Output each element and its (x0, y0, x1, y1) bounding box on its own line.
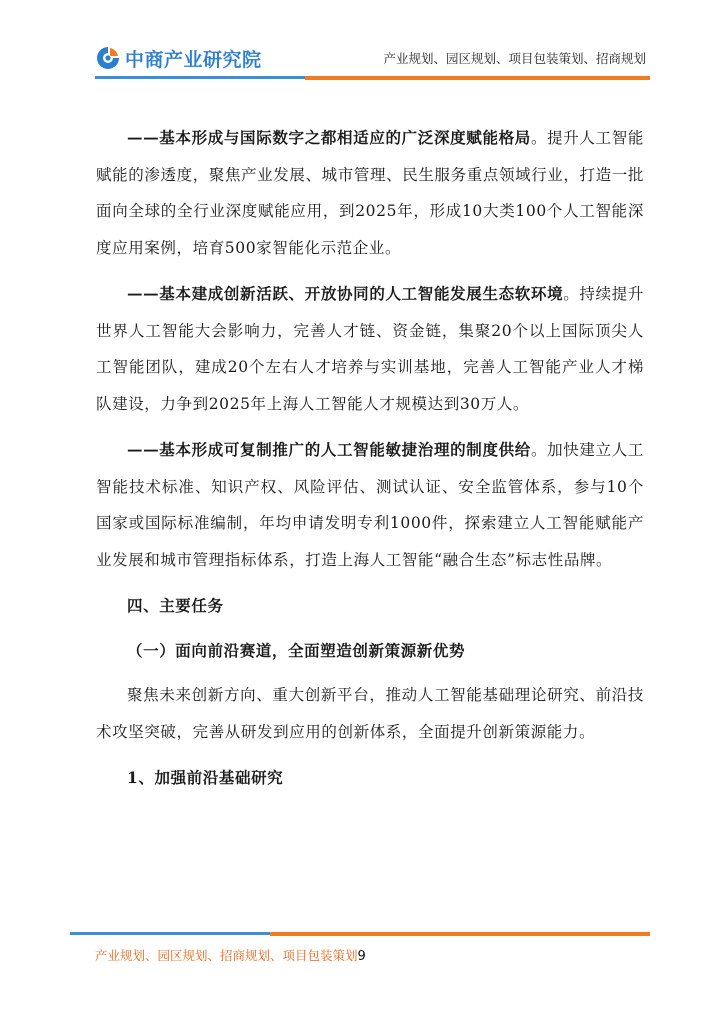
paragraph-goal-1-text: 。提升人工智能赋能的渗透度，聚焦产业发展、城市管理、民生服务重点领域行业，打造一批面向全球的全行业深度赋能应用，到2025年，形成10大类100个人工智能深度应用案例，培育500家智能化示范企业。 (96, 129, 644, 257)
footer-divider-blue (70, 932, 270, 935)
company-logo (95, 44, 262, 72)
item-heading: 1、加强前沿基础研究 (127, 768, 284, 787)
paragraph-goal-2 (96, 276, 644, 422)
page-footer (95, 946, 366, 964)
document-body (96, 120, 644, 805)
section-heading: 四、主要任务 (127, 596, 224, 615)
paragraph-goal-1-lead: ——基本形成与国际数字之都相适应的广泛深度赋能格局 (127, 128, 531, 147)
paragraph-goal-3-lead: ——基本形成可复制推广的人工智能敏捷治理的制度供给 (127, 440, 531, 459)
footer-slogan: 产业规划、园区规划、招商规划、项目包装策划 (95, 948, 358, 963)
paragraph-task-intro: 聚焦未来创新方向、重大创新平台，推动人工智能基础理论研究、前沿技术攻坚突破，完善从研发到应用的创新体系，全面提升创新策源能力。 (96, 686, 644, 741)
page-number: 9 (357, 949, 366, 964)
header-divider-orange (305, 76, 650, 80)
paragraph-goal-1 (96, 120, 644, 266)
footer-divider-orange (270, 932, 650, 936)
subsection-heading: （一）面向前沿赛道，全面塑造创新策源新优势 (127, 640, 466, 660)
paragraph-goal-3 (96, 432, 644, 578)
paragraph-goal-3-text: 。加快建立人工智能技术标准、知识产权、风险评估、测试认证、安全监管体系，参与10个国家或国际标准编制，年均申请发明专利1000件，探索建立人工智能赋能产业发展和城市管理指标体系，打造上海人工智能“融合生态”标志性品牌。 (96, 441, 644, 569)
logo-icon (95, 45, 121, 71)
logo-text: 中商产业研究院 (125, 48, 262, 71)
paragraph-goal-2-text: 。持续提升世界人工智能大会影响力，完善人才链、资金链，集聚20个以上国际顶尖人工智能团队，建成20个左右人才培养与实训基地，完善人工智能产业人才梯队建设，力争到2025年上海人工智能人才规模达到30万人。 (96, 285, 644, 413)
page-header (0, 0, 724, 90)
header-divider-blue (95, 76, 305, 79)
header-slogan: 产业规划、园区规划、项目包装策划、招商规划 (383, 51, 646, 66)
paragraph-goal-2-lead: ——基本建成创新活跃、开放协同的人工智能发展生态软环境 (127, 284, 564, 303)
